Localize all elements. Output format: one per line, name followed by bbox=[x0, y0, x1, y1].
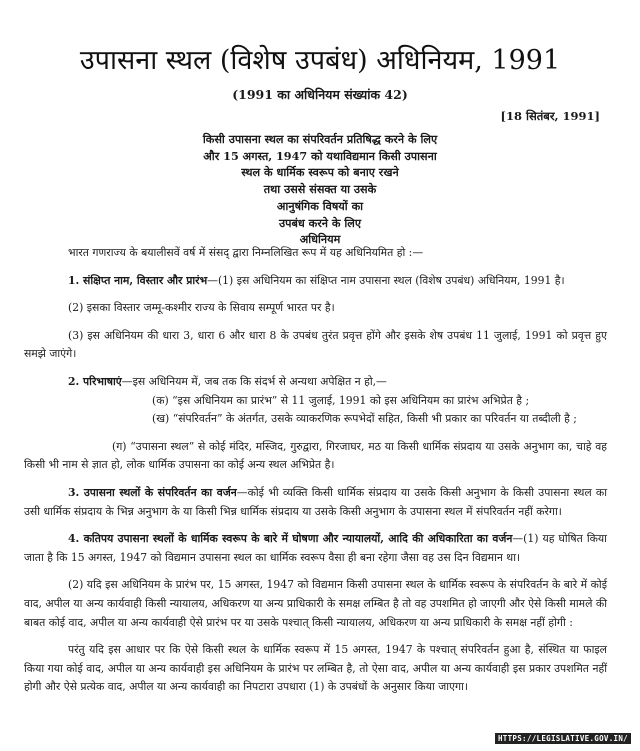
section-2-b: (ख) “संपरिवर्तन” के अंतर्गत, उसके व्याकरणिक रूपभेदों सहित, किसी भी प्रकार का परिवर्तन या तब्दीली है ; bbox=[152, 412, 577, 426]
act-date: [18 सितंबर, 1991] bbox=[500, 109, 600, 123]
section-2-a: (क) “इस अधिनियम का प्रारंभ” से 11 जुलाई, 1991 को इस अधिनियम का प्रारंभ अभिप्रेत है ; bbox=[152, 393, 530, 407]
long-title bbox=[150, 131, 490, 248]
enacting-formula: भारत गणराज्य के बयालीसवें वर्ष में संसद् द्वारा निम्नलिखित रूप में यह अधिनियमित हो :— bbox=[68, 246, 424, 259]
section-3: 3. उपासना स्थलों के संपरिवर्तन का वर्जन—कोई भी व्यक्ति किसी धार्मिक संप्रदाय या उसके किसी अनुभाग के किसी उपासना स्थल का उसी धार्मिक संप्रदाय के भिन्न अनुभाग के या किसी भिन्न धार्मिक संप्रदाय या उसके किसी अनुभाग के उपासना स्थल में संपरिवर्तन नहीं करेगा। bbox=[24, 485, 607, 518]
section-4-proviso: परंतु यदि इस आधार पर कि ऐसे किसी स्थल के धार्मिक स्वरूप में 15 अगस्त, 1947 के पश्चात् संपरिवर्तन हुआ है, संस्थित या फाइल किया गया कोई वाद, अपील या अन्य कार्यवाही इस अधिनियम के प्रारंभ पर लम्बित है, तो ऐसा वाद, अपील या अन्य कार्यवाही इस प्रकार उपशमित नहीं होगी और ऐसे प्रत्येक वाद, अपील या अन्य कार्यवाही का निपटारा उपधारा (1) के उपबंधों के अनुसार किया जाएगा। bbox=[24, 643, 607, 694]
act-title: उपासना स्थल (विशेष उपबंध) अधिनियम, 1991 bbox=[79, 45, 561, 76]
section-2-heading: 2. परिभाषाएं bbox=[68, 374, 122, 388]
long-title-line: और 15 अगस्त, 1947 को यथाविद्यमान किसी उपासना bbox=[203, 148, 437, 163]
act-number: (1991 का अधिनियम संख्यांक 42) bbox=[232, 87, 408, 102]
section-4-heading: 4. कतिपय उपासना स्थलों के धार्मिक स्वरूप के बारे में घोषणा और न्यायालयों, आदि की अधिकारिता का वर्जन bbox=[68, 532, 513, 546]
section-3-heading: 3. उपासना स्थलों के संपरिवर्तन का वर्जन bbox=[68, 485, 237, 499]
act-body bbox=[24, 244, 607, 697]
long-title-line: अधिनियम bbox=[299, 232, 341, 247]
section-1-clause-2: (2) इसका विस्तार जम्मू-कश्मीर राज्य के सिवाय सम्पूर्ण भारत पर है। bbox=[68, 301, 335, 315]
long-title-line: तथा उससे संसक्त या उसके bbox=[263, 182, 377, 197]
section-1-clause-3: (3) इस अधिनियम की धारा 3, धारा 6 और धारा 8 के उपबंध तुरंत प्रवृत्त होंगे और इसके शेष उपबंध 11 जुलाई, 1991 को प्रवृत्त हुए समझे जाएंगे। bbox=[24, 328, 607, 361]
section-1-heading: 1. संक्षिप्त नाम, विस्तार और प्रारंभ bbox=[68, 273, 208, 287]
section-2-intro: 2. परिभाषाएं—इस अधिनियम में, जब तक कि संदर्भ से अन्यथा अपेक्षित न हो,— bbox=[68, 374, 387, 388]
long-title-line: किसी उपासना स्थल का संपरिवर्तन प्रतिषिद्ध करने के लिए bbox=[202, 132, 438, 146]
long-title-line: आनुषंगिक विषयों का bbox=[276, 198, 364, 213]
long-title-line: उपबंध करने के लिए bbox=[278, 215, 362, 230]
section-4-clause-2: (2) यदि इस अधिनियम के प्रारंभ पर, 15 अगस्त, 1947 को विद्यमान किसी उपासना स्थल के धार्मिक स्वरूप के संपरिवर्तन के बारे में कोई वाद, अपील या अन्य कार्यवाही किसी न्यायालय, अधिकरण या अन्य प्राधिकारी के समक्ष लम्बित है तो वह उपशमित हो जाएगी और ऐसे किसी मामले की बाबत कोई वाद, अपील या अन्य कार्यवाही ऐसे प्रारंभ पर या उसके पश्चात् किसी न्यायालय, अधिकरण या अन्य प्राधिकारी के समक्ष नहीं होगी : bbox=[24, 578, 607, 629]
section-4-clause-1: 4. कतिपय उपासना स्थलों के धार्मिक स्वरूप के बारे में घोषणा और न्यायालयों, आदि की अधिकारिता का वर्जन—(1) यह घोषित किया जाता है कि 15 अगस्त, 1947 को विद्यमान उपासना स्थल का धार्मिक स्वरूप वैसा ही बना रहेगा जैसा वह उस दिन विद्यमान था। bbox=[24, 532, 607, 564]
section-1-clause-1: 1. संक्षिप्त नाम, विस्तार और प्रारंभ—(1) इस अधिनियम का संक्षिप्त नाम उपासना स्थल (विशेष उपबंध) अधिनियम, 1991 है। bbox=[68, 273, 565, 287]
long-title-line: स्थल के धार्मिक स्वरूप को बनाए रखने bbox=[241, 165, 399, 180]
source-watermark: HTTPS://LEGISLATIVE.GOV.IN/ bbox=[495, 733, 631, 744]
section-2-c: (ग) “उपासना स्थल” से कोई मंदिर, मस्जिद, गुरुद्वारा, गिरजाघर, मठ या किसी धार्मिक संप्रदाय या उसके अनुभाग का, चाहे वह किसी भी नाम से ज्ञात हो, लोक धार्मिक उपासना का कोई अन्य स्थल अभिप्रेत है। bbox=[24, 439, 607, 472]
